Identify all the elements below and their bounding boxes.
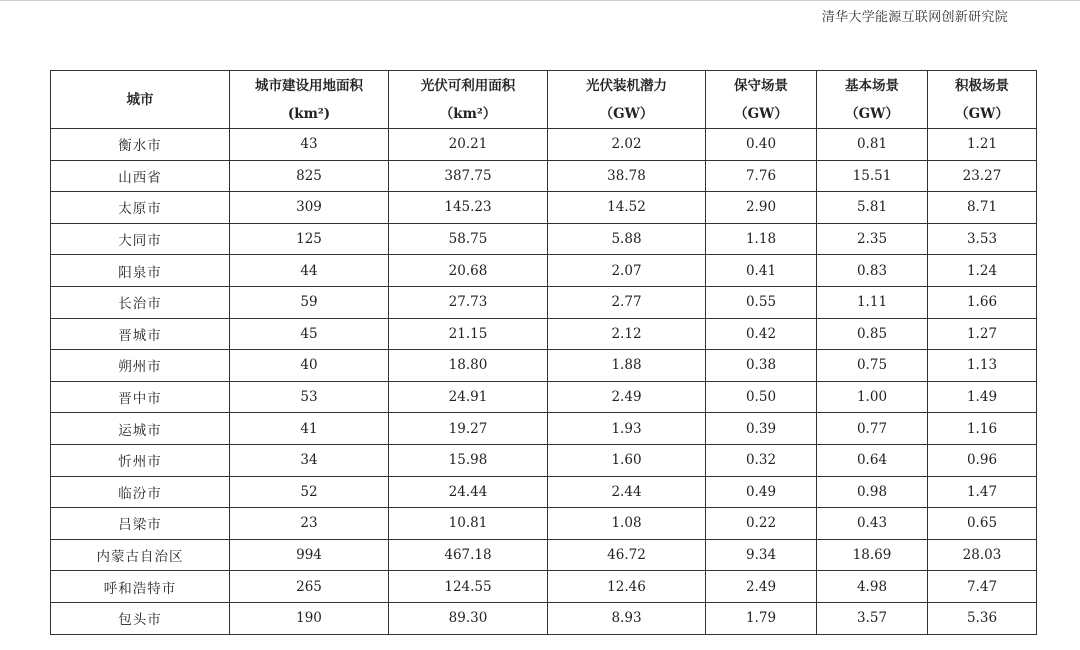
cell-city: 太原市 (51, 192, 230, 224)
cell-city: 忻州市 (51, 444, 230, 476)
cell-positive-scenario: 1.24 (928, 255, 1037, 287)
cell-construction-land-area: 309 (230, 192, 389, 224)
table-row (51, 476, 1037, 508)
cell-city: 内蒙古自治区 (51, 539, 230, 571)
cell-basic-scenario: 5.81 (817, 192, 928, 224)
cell-city: 长治市 (51, 286, 230, 318)
cell-construction-land-area: 265 (230, 571, 389, 603)
cell-positive-scenario: 5.36 (928, 602, 1037, 634)
cell-basic-scenario: 0.77 (817, 413, 928, 445)
cell-basic-scenario: 15.51 (817, 160, 928, 192)
cell-conservative-scenario: 0.22 (706, 508, 817, 540)
cell-pv-capacity-potential: 1.88 (548, 350, 706, 382)
header-unit: （GW） (734, 105, 788, 122)
cell-city: 吕梁市 (51, 508, 230, 540)
cell-basic-scenario: 1.00 (817, 381, 928, 413)
cell-positive-scenario: 23.27 (928, 160, 1037, 192)
cell-conservative-scenario: 0.41 (706, 255, 817, 287)
cell-conservative-scenario: 0.39 (706, 413, 817, 445)
table-row (51, 255, 1037, 287)
cell-city: 大同市 (51, 223, 230, 255)
cell-pv-usable-area: 124.55 (389, 571, 548, 603)
cell-basic-scenario: 0.98 (817, 476, 928, 508)
table-row (51, 571, 1037, 603)
header-label: 积极场景 (955, 77, 1009, 94)
cell-construction-land-area: 23 (230, 508, 389, 540)
header-unit: (km²) (287, 105, 331, 122)
cell-construction-land-area: 40 (230, 350, 389, 382)
cell-city: 山西省 (51, 160, 230, 192)
cell-positive-scenario: 0.65 (928, 508, 1037, 540)
table-row (51, 602, 1037, 634)
cell-pv-usable-area: 24.91 (389, 381, 548, 413)
table-row (51, 192, 1037, 224)
cell-pv-usable-area: 18.80 (389, 350, 548, 382)
header-pv-usable-area (389, 71, 548, 129)
header-pv-capacity-potential (548, 71, 706, 129)
cell-pv-capacity-potential: 1.93 (548, 413, 706, 445)
cell-positive-scenario: 1.47 (928, 476, 1037, 508)
cell-pv-usable-area: 19.27 (389, 413, 548, 445)
header-city-label: 城市 (126, 91, 154, 108)
cell-pv-capacity-potential: 12.46 (548, 571, 706, 603)
cell-basic-scenario: 2.35 (817, 223, 928, 255)
cell-pv-usable-area: 89.30 (389, 602, 548, 634)
cell-conservative-scenario: 0.38 (706, 350, 817, 382)
cell-conservative-scenario: 0.55 (706, 286, 817, 318)
cell-construction-land-area: 125 (230, 223, 389, 255)
cell-pv-capacity-potential: 2.77 (548, 286, 706, 318)
cell-conservative-scenario: 1.18 (706, 223, 817, 255)
cell-basic-scenario: 4.98 (817, 571, 928, 603)
header-conservative-scenario (706, 71, 817, 129)
cell-positive-scenario: 1.21 (928, 129, 1037, 161)
table-row (51, 508, 1037, 540)
cell-pv-usable-area: 15.98 (389, 444, 548, 476)
header-unit: （GW） (955, 105, 1009, 122)
cell-pv-capacity-potential: 46.72 (548, 539, 706, 571)
cell-basic-scenario: 0.43 (817, 508, 928, 540)
cell-construction-land-area: 994 (230, 539, 389, 571)
cell-city: 呼和浩特市 (51, 571, 230, 603)
header-unit: （km²） (439, 105, 497, 122)
header-label: 城市建设用地面积 (255, 77, 363, 94)
cell-pv-usable-area: 27.73 (389, 286, 548, 318)
cell-conservative-scenario: 2.90 (706, 192, 817, 224)
header-label: 光伏装机潜力 (586, 77, 667, 94)
header-unit: （GW） (845, 105, 899, 122)
header-unit: （GW） (599, 105, 654, 122)
cell-conservative-scenario: 0.32 (706, 444, 817, 476)
cell-pv-usable-area: 58.75 (389, 223, 548, 255)
cell-basic-scenario: 1.11 (817, 286, 928, 318)
cell-basic-scenario: 0.75 (817, 350, 928, 382)
table-row (51, 413, 1037, 445)
cell-conservative-scenario: 2.49 (706, 571, 817, 603)
header-label: 光伏可利用面积 (420, 77, 516, 94)
cell-pv-capacity-potential: 2.07 (548, 255, 706, 287)
header-row (51, 71, 1037, 129)
cell-positive-scenario: 28.03 (928, 539, 1037, 571)
top-divider (0, 0, 1080, 1)
cell-basic-scenario: 0.85 (817, 318, 928, 350)
cell-conservative-scenario: 9.34 (706, 539, 817, 571)
cell-construction-land-area: 59 (230, 286, 389, 318)
cell-basic-scenario: 18.69 (817, 539, 928, 571)
cell-construction-land-area: 825 (230, 160, 389, 192)
cell-pv-usable-area: 145.23 (389, 192, 548, 224)
cell-pv-capacity-potential: 2.49 (548, 381, 706, 413)
table-row (51, 286, 1037, 318)
cell-positive-scenario: 1.49 (928, 381, 1037, 413)
table-header (51, 71, 1037, 129)
cell-construction-land-area: 190 (230, 602, 389, 634)
cell-pv-capacity-potential: 2.12 (548, 318, 706, 350)
cell-pv-capacity-potential: 2.02 (548, 129, 706, 161)
cell-pv-capacity-potential: 14.52 (548, 192, 706, 224)
cell-basic-scenario: 0.83 (817, 255, 928, 287)
cell-basic-scenario: 0.81 (817, 129, 928, 161)
cell-city: 运城市 (51, 413, 230, 445)
table-row (51, 129, 1037, 161)
cell-pv-capacity-potential: 1.60 (548, 444, 706, 476)
cell-city: 晋城市 (51, 318, 230, 350)
cell-pv-capacity-potential: 38.78 (548, 160, 706, 192)
cell-positive-scenario: 1.27 (928, 318, 1037, 350)
cell-construction-land-area: 45 (230, 318, 389, 350)
cell-construction-land-area: 34 (230, 444, 389, 476)
table-body (51, 129, 1037, 635)
cell-construction-land-area: 53 (230, 381, 389, 413)
source-note: 清华大学能源互联网创新研究院 (821, 10, 1008, 25)
cell-conservative-scenario: 0.42 (706, 318, 817, 350)
cell-pv-usable-area: 20.21 (389, 129, 548, 161)
table-row (51, 318, 1037, 350)
cell-city: 朔州市 (51, 350, 230, 382)
cell-pv-usable-area: 20.68 (389, 255, 548, 287)
cell-pv-usable-area: 24.44 (389, 476, 548, 508)
cell-conservative-scenario: 0.50 (706, 381, 817, 413)
header-basic-scenario (817, 71, 928, 129)
cell-positive-scenario: 3.53 (928, 223, 1037, 255)
table-row (51, 539, 1037, 571)
cell-city: 阳泉市 (51, 255, 230, 287)
cell-pv-usable-area: 10.81 (389, 508, 548, 540)
cell-city: 衡水市 (51, 129, 230, 161)
header-city (51, 71, 230, 129)
cell-positive-scenario: 7.47 (928, 571, 1037, 603)
header-label: 基本场景 (845, 77, 899, 94)
cell-positive-scenario: 1.66 (928, 286, 1037, 318)
cell-city: 晋中市 (51, 381, 230, 413)
cell-city: 包头市 (51, 602, 230, 634)
table-row (51, 350, 1037, 382)
cell-pv-usable-area: 387.75 (389, 160, 548, 192)
header-label: 保守场景 (734, 77, 788, 94)
pv-potential-table (50, 70, 1037, 635)
cell-pv-capacity-potential: 1.08 (548, 508, 706, 540)
header-positive-scenario (928, 71, 1037, 129)
header-construction-land-area (230, 71, 389, 129)
cell-pv-usable-area: 21.15 (389, 318, 548, 350)
cell-positive-scenario: 1.16 (928, 413, 1037, 445)
cell-conservative-scenario: 0.49 (706, 476, 817, 508)
cell-positive-scenario: 8.71 (928, 192, 1037, 224)
cell-construction-land-area: 52 (230, 476, 389, 508)
table-row (51, 223, 1037, 255)
cell-city: 临汾市 (51, 476, 230, 508)
cell-construction-land-area: 41 (230, 413, 389, 445)
cell-conservative-scenario: 0.40 (706, 129, 817, 161)
cell-pv-capacity-potential: 8.93 (548, 602, 706, 634)
cell-pv-capacity-potential: 5.88 (548, 223, 706, 255)
table-row (51, 444, 1037, 476)
cell-positive-scenario: 1.13 (928, 350, 1037, 382)
cell-basic-scenario: 3.57 (817, 602, 928, 634)
cell-conservative-scenario: 1.79 (706, 602, 817, 634)
cell-construction-land-area: 43 (230, 129, 389, 161)
table-row (51, 381, 1037, 413)
cell-conservative-scenario: 7.76 (706, 160, 817, 192)
cell-construction-land-area: 44 (230, 255, 389, 287)
table-row (51, 160, 1037, 192)
cell-pv-capacity-potential: 2.44 (548, 476, 706, 508)
cell-basic-scenario: 0.64 (817, 444, 928, 476)
cell-pv-usable-area: 467.18 (389, 539, 548, 571)
cell-positive-scenario: 0.96 (928, 444, 1037, 476)
